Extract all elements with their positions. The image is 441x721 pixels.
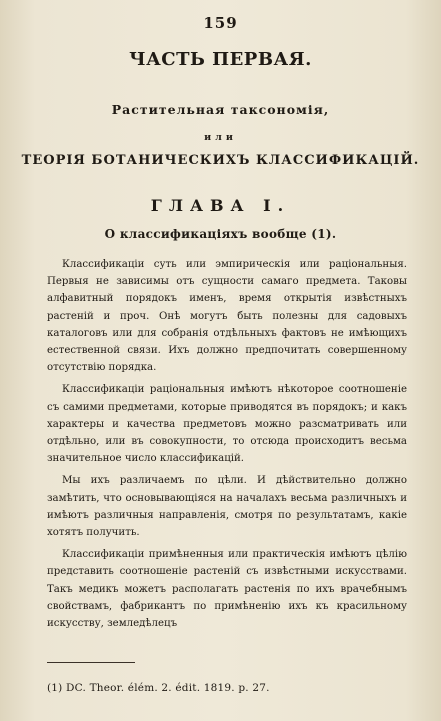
body-text (47, 256, 407, 632)
paragraph: Мы ихъ различаемъ по цѣли. И дѣйствительно должно замѣтить, что основывающіяся на началахъ весьма различныхъ и имѣютъ различныя направленія, смотря по результатамъ, какіе хотятъ получить. (47, 475, 407, 539)
subtitle-conjunction: или (204, 132, 237, 143)
chapter-heading: ГЛАВА I. (150, 196, 291, 215)
paragraph: Классификаціи суть или эмпирическія или раціональныя. Первыя не зависимы отъ сущности самаго предмета. Таковы алфавитный порядокъ именъ, время открытія извѣстныхъ растеній и проч. Онѣ могутъ быть полезны для садовыхъ каталоговъ или для собранія отдѣльныхъ фактовъ не имѣющихъ естественной связи. Ихъ должно предпочитать совершенному отсутствію порядка. (47, 259, 407, 374)
footnote: (1) DC. Theor. élém. 2. édit. 1819. p. 27. (47, 682, 270, 694)
paragraph: Классификаціи примѣненныя или практическія имѣютъ цѣлію представить соотношеніе растеній съ извѣстными искусствами. Такъ медикъ можетъ располагать растенія по ихъ врачебнымъ свойствамъ, фабрикантъ по примѣненію ихъ къ красильному искусству, земледѣлецъ (47, 549, 407, 630)
subtitle-taxonomy: Растительная таксономія, (111, 102, 330, 117)
footnote-divider (47, 662, 135, 663)
subtitle-theory: ТЕОРІЯ БОТАНИЧЕСКИХЪ КЛАССИФИКАЦІЙ. (21, 153, 420, 168)
section-title: О классификаціяхъ вообще (1). (104, 227, 337, 241)
part-title: ЧАСТЬ ПЕРВАЯ. (129, 49, 312, 70)
page-number: 159 (203, 14, 238, 32)
paragraph: Классификаціи раціональныя имѣютъ нѣкоторое соотношеніе съ самими предметами, которые приводятся въ порядокъ; и какъ характеры и качества предметовъ можно разсматривать или отдѣльно, или въ совокупности, то отсюда происходитъ весьма значительное число классификацій. (47, 384, 407, 465)
